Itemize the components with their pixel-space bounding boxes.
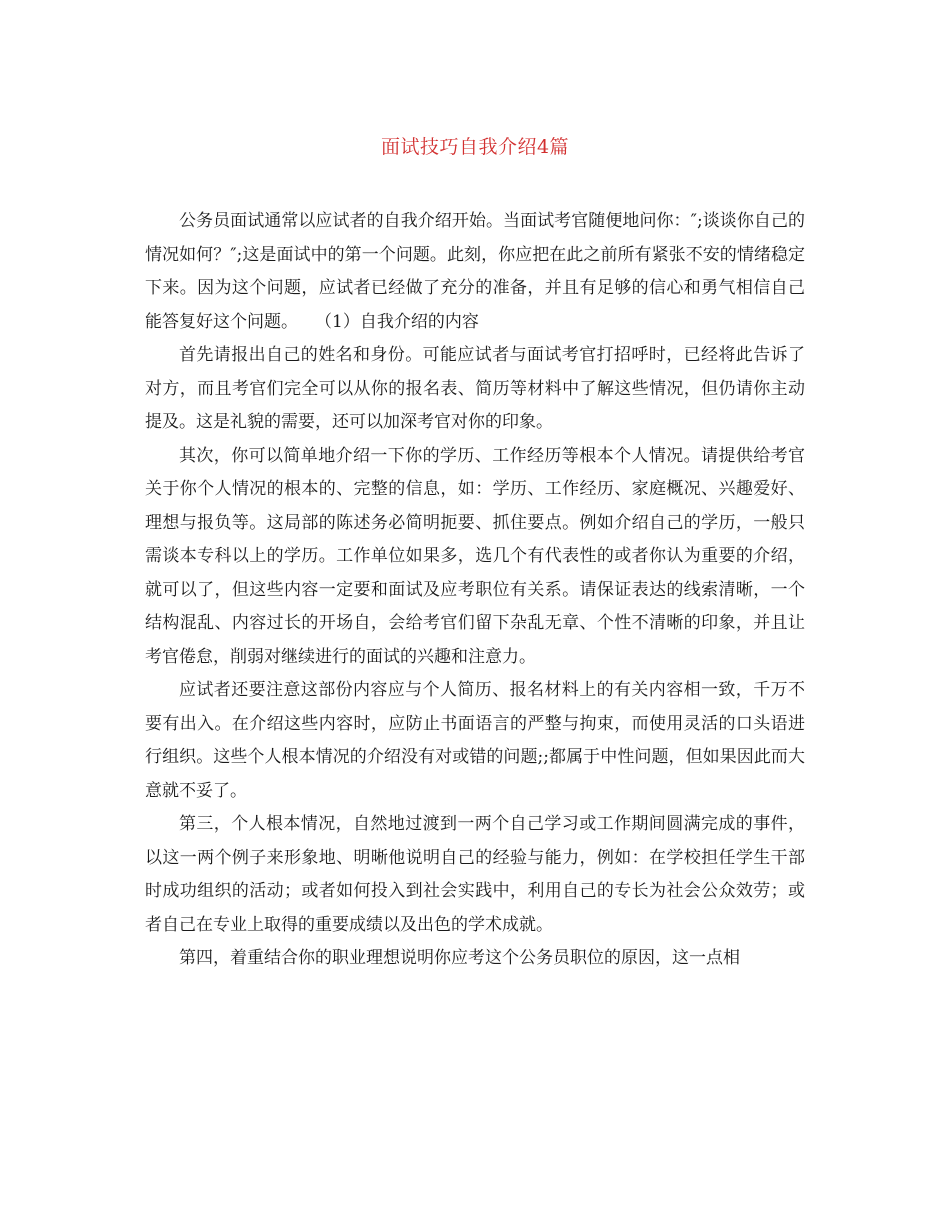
paragraph-consistency: 应试者还要注意这部份内容应与个人简历、报名材料上的有关内容相一致，千万不要有出入。在介绍这些内容时，应防止书面语言的严整与拘束，而使用灵活的口头语进行组织。这些个人根本情况的介绍没有对或错的问题;;都属于中性问题，但如果因此而大意就不妥了。 bbox=[145, 680, 805, 801]
paragraph-achievements: 第三，个人根本情况，自然地过渡到一两个自己学习或工作期间圆满完成的事件，以这一两个例子来形象地、明晰他说明自己的经验与能力，例如：在学校担任学生干部时成功组织的活动；或者如何投入到社会实践中，利用自己的专长为社会公众效劳；或者自己在专业上取得的重要成绩以及出色的学术成就。 bbox=[145, 814, 805, 935]
paragraph-career-ideal: 第四，着重结合你的职业理想说明你应考这个公务员职位的原因，这一点相 bbox=[179, 948, 740, 968]
paragraph-intro: 公务员面试通常以应试者的自我介绍开始。当面试考官随便地问你：″;谈谈你自己的情况如何？″;这是面试中的第一个问题。此刻，你应把在此之前所有紧张不安的情绪稳定下来。因为这个问题，应试者已经做了充分的准备，并且有足够的信心和勇气相信自己能答复好这个问题。 （1）自我介绍的内容 bbox=[145, 211, 805, 332]
document-body bbox=[145, 205, 805, 976]
paragraph-name-identity: 首先请报出自己的姓名和身份。可能应试者与面试考官打招呼时，已经将此告诉了对方，而且考官们完全可以从你的报名表、简历等材料中了解这些情况，但仍请你主动提及。这是礼貌的需要，还可以加深考官对你的印象。 bbox=[145, 345, 805, 432]
paragraph-background: 其次，你可以简单地介绍一下你的学历、工作经历等根本个人情况。请提供给考官关于你个人情况的根本的、完整的信息，如：学历、工作经历、家庭概况、兴趣爱好、理想与报负等。这局部的陈述务必简明扼要、抓住要点。例如介绍自己的学历，一般只需谈本专科以上的学历。工作单位如果多，选几个有代表性的或者你认为重要的介绍，就可以了，但这些内容一定要和面试及应考职位有关系。请保证表达的线索清晰，一个结构混乱、内容过长的开场自，会给考官们留下杂乱无章、个性不清晰的印象，并且让考官倦怠，削弱对继续进行的面试的兴趣和注意力。 bbox=[145, 445, 805, 667]
document-title: 面试技巧自我介绍4篇 bbox=[380, 136, 570, 158]
